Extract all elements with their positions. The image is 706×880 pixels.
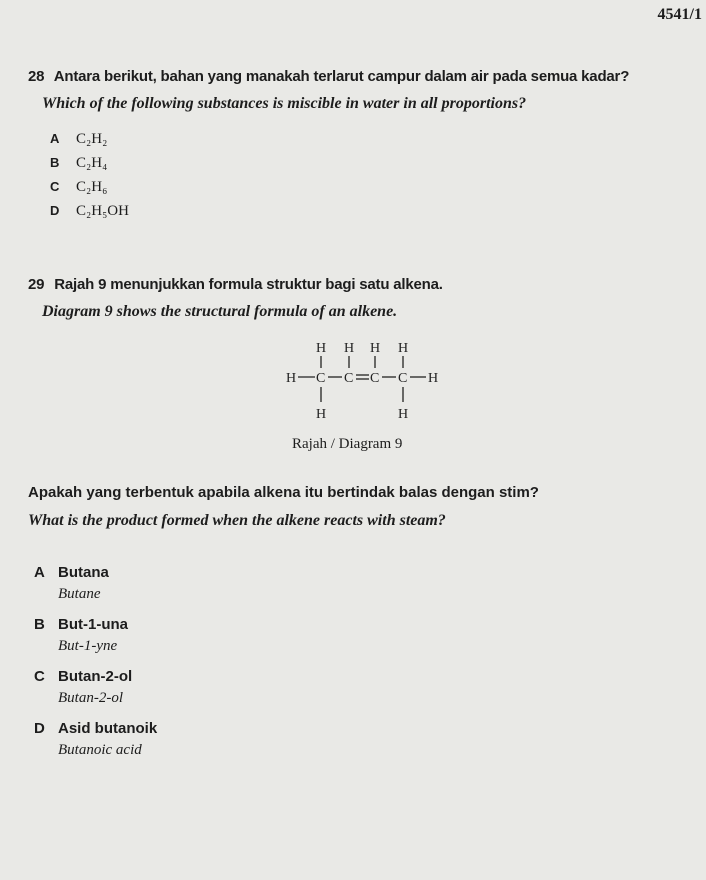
question-28-text-ms bbox=[28, 68, 688, 85]
option-28-b[interactable] bbox=[50, 155, 688, 179]
option-letter: C bbox=[34, 668, 45, 685]
option-29-c[interactable] bbox=[34, 668, 157, 714]
question-29-sub-ms: Apakah yang terbentuk apabila alkena itu bertindak balas dengan stim? bbox=[28, 484, 539, 501]
page-code: 4541/1 bbox=[657, 6, 702, 23]
option-letter: D bbox=[34, 720, 45, 737]
option-formula: C₂H₂ bbox=[76, 131, 108, 147]
option-text-ms: But-1-una bbox=[58, 616, 128, 633]
atom-c-3: C bbox=[370, 371, 380, 386]
alkene-structure-svg bbox=[278, 332, 468, 432]
atom-h-right: H bbox=[428, 371, 439, 386]
atom-h-bottom-1: H bbox=[316, 407, 327, 422]
question-28-options bbox=[28, 131, 688, 227]
question-29-subquestion bbox=[28, 484, 688, 530]
question-29-stem-ms: Rajah 9 menunjukkan formula struktur bagi satu alkena. bbox=[54, 276, 443, 293]
option-letter: B bbox=[34, 616, 45, 633]
option-29-a[interactable] bbox=[34, 564, 157, 610]
option-28-d[interactable] bbox=[50, 203, 688, 227]
atom-h-top-4: H bbox=[398, 341, 409, 356]
atom-h-top-1: H bbox=[316, 341, 327, 356]
option-28-a[interactable] bbox=[50, 131, 688, 155]
atom-c-4: C bbox=[398, 371, 408, 386]
question-29-number: 29 bbox=[28, 276, 45, 293]
atom-h-top-3: H bbox=[370, 341, 381, 356]
diagram-caption: Rajah / Diagram 9 bbox=[292, 436, 403, 452]
atom-c-1: C bbox=[316, 371, 326, 386]
question-28-stem-en: Which of the following substances is miscible in water in all proportions? bbox=[42, 95, 527, 112]
option-letter: A bbox=[50, 131, 60, 146]
option-formula: C₂H₄ bbox=[76, 155, 108, 171]
option-29-b[interactable] bbox=[34, 616, 157, 662]
atom-h-left: H bbox=[286, 371, 297, 386]
option-letter: C bbox=[50, 179, 60, 194]
atom-h-top-2: H bbox=[344, 341, 355, 356]
question-29-sub-en: What is the product formed when the alkene reacts with steam? bbox=[28, 512, 446, 529]
question-29 bbox=[28, 276, 688, 321]
option-29-d[interactable] bbox=[34, 720, 157, 766]
option-text-en: Butanoic acid bbox=[58, 742, 142, 758]
option-28-c[interactable] bbox=[50, 179, 688, 203]
question-28-number: 28 bbox=[28, 68, 45, 85]
option-text-ms: Butana bbox=[58, 564, 109, 581]
option-text-en: But-1-yne bbox=[58, 638, 118, 654]
option-letter: B bbox=[50, 155, 60, 170]
question-29-stem-en: Diagram 9 shows the structural formula of an alkene. bbox=[42, 303, 398, 320]
atom-c-2: C bbox=[344, 371, 354, 386]
option-text-ms: Asid butanoik bbox=[58, 720, 158, 737]
option-letter: A bbox=[34, 564, 45, 581]
question-29-text-ms bbox=[28, 276, 688, 293]
atom-h-bottom-4: H bbox=[398, 407, 409, 422]
option-text-en: Butane bbox=[58, 586, 101, 602]
question-29-options bbox=[34, 564, 157, 772]
option-formula: C₂H₅OH bbox=[76, 203, 129, 219]
option-letter: D bbox=[50, 203, 60, 218]
option-text-ms: Butan-2-ol bbox=[58, 668, 133, 685]
option-text-en: Butan-2-ol bbox=[58, 690, 123, 706]
option-formula: C₂H₆ bbox=[76, 179, 108, 195]
structural-formula-diagram bbox=[278, 332, 468, 432]
question-28-stem-ms: Antara berikut, bahan yang manakah terlarut campur dalam air pada semua kadar? bbox=[53, 68, 630, 85]
question-28 bbox=[28, 68, 688, 227]
